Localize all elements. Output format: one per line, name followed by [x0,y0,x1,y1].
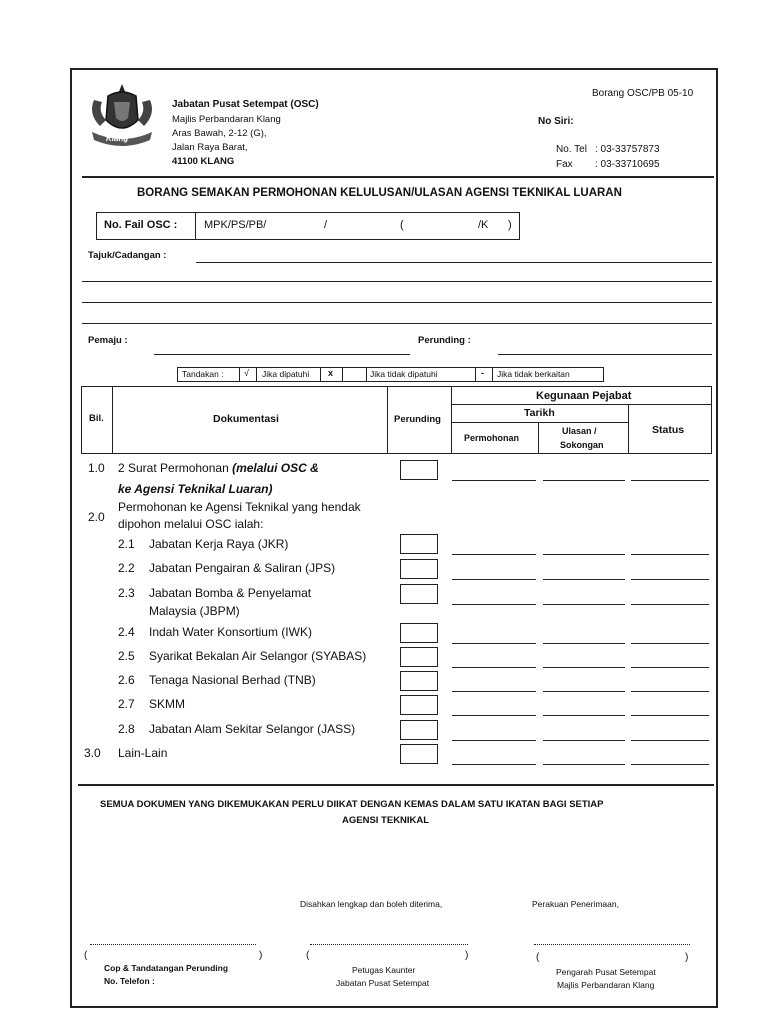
sub-item-number: 2.8 [118,722,135,736]
item-text: Permohonan ke Agensi Teknikal yang hendak [118,500,361,514]
legend-dash-text: Jika tidak berkaitan [497,369,570,379]
sub-item-text: Jabatan Alam Sekitar Selangor (JASS) [149,722,356,736]
pemaju-label: Pemaju : [88,335,128,346]
legend-divider [492,367,493,382]
ulasan-date-line[interactable] [543,715,625,716]
col-divider [112,386,113,454]
row-divider [451,404,712,405]
status-line[interactable] [631,480,709,481]
th-tarikh: Tarikh [524,407,555,419]
perunding-checkbox[interactable] [400,623,438,643]
fail-prefix[interactable]: MPK/PS/PB/ [204,219,267,231]
item-text-main: 2 Surat Permohonan [118,461,233,475]
sig3-caption: Pengarah Pusat Setempat [556,967,656,977]
perunding-input-line[interactable] [498,354,712,355]
legend-divider [320,367,321,382]
item-text-italic: ke Agensi Teknikal Luaran) [118,482,273,496]
note-text: AGENSI TEKNIKAL [342,815,430,826]
permohonan-date-line[interactable] [452,554,536,555]
status-line[interactable] [631,667,709,668]
fail-box-divider [195,212,196,240]
paren: ( [306,950,310,961]
legend-divider [366,367,367,382]
perunding-checkbox[interactable] [400,460,438,480]
permohonan-date-line[interactable] [452,579,536,580]
sig2-caption: Petugas Kaunter [352,965,416,975]
sub-item-number: 2.4 [118,625,135,639]
perunding-checkbox[interactable] [400,559,438,579]
signature-line[interactable] [310,944,468,945]
ulasan-date-line[interactable] [543,667,625,668]
perunding-checkbox[interactable] [400,720,438,740]
fail-slash: / [324,219,328,231]
check-icon: √ [244,368,249,378]
cross-icon: x [328,368,334,378]
sig2-caption: Jabatan Pusat Setempat [336,978,430,988]
sig1-caption: No. Telefon : [104,976,155,986]
row-divider [451,422,628,423]
th-ulasan: Ulasan / [562,426,597,436]
perakuan-text: Perakuan Penerimaan, [532,899,619,909]
item-text: Lain-Lain [118,746,168,760]
ulasan-date-line[interactable] [543,579,625,580]
status-line[interactable] [631,643,709,644]
col-divider [451,386,452,454]
perunding-checkbox[interactable] [400,584,438,604]
permohonan-date-line[interactable] [452,691,536,692]
col-divider [538,422,539,454]
form-code: Borang OSC/PB 05-10 [592,88,694,99]
item-text [118,461,319,475]
legend-divider [475,367,476,382]
tajuk-label: Tajuk/Cadangan : [88,250,167,261]
th-bil: Bil. [89,413,104,424]
ulasan-date-line[interactable] [543,604,625,605]
permohonan-date-line[interactable] [452,715,536,716]
crest-logo [84,80,160,152]
tajuk-input-line[interactable] [82,281,712,282]
item-number: 2.0 [88,510,105,524]
sub-item-text: Tenaga Nasional Berhad (TNB) [149,673,316,687]
th-sokongan: Sokongan [560,440,604,450]
no-siri-label: No Siri: [538,116,574,127]
col-divider [628,404,629,454]
permohonan-date-line[interactable] [452,604,536,605]
sig1-caption: Cop & Tandatangan Perunding [104,963,229,973]
signature-line[interactable] [534,944,690,945]
dash-icon: - [481,368,484,378]
sub-item-number: 2.6 [118,673,135,687]
address-line: Jalan Raya Barat, [172,142,248,153]
legend-divider [256,367,257,382]
form-title: BORANG SEMAKAN PERMOHONAN KELULUSAN/ULASAN AGENSI TEKNIKAL LUARAN [137,187,622,199]
perunding-checkbox[interactable] [400,671,438,691]
sub-item-text: Syarikat Bekalan Air Selangor (SYABAS) [149,649,367,663]
ulasan-date-line[interactable] [543,691,625,692]
perunding-checkbox[interactable] [400,744,438,764]
item-text: dipohon melalui OSC ialah: [118,517,264,531]
disahkan-text: Disahkan lengkap dan boleh diterima, [300,899,443,909]
tel-value: : 03-33757873 [595,144,660,155]
logo-banner-text: Klang [106,134,129,143]
fail-close-paren: ) [508,219,512,231]
sig3-caption: Majlis Perbandaran Klang [557,980,655,990]
legend-cross-text: Jika tidak dipatuhi [370,369,438,379]
sub-item-number: 2.3 [118,586,135,600]
perunding-checkbox[interactable] [400,534,438,554]
status-line[interactable] [631,715,709,716]
status-line[interactable] [631,579,709,580]
perunding-checkbox[interactable] [400,647,438,667]
paren: ) [465,950,469,961]
perunding-checkbox[interactable] [400,695,438,715]
sub-item-text: Indah Water Konsortium (IWK) [149,625,312,639]
paren: ( [536,952,540,963]
note-text: SEMUA DOKUMEN YANG DIKEMUKAKAN PERLU DIIKAT DENGAN KEMAS DALAM SATU IKATAN BAGI SETIAP [100,799,604,810]
legend-tandakan: Tandakan : [182,369,224,379]
address-line: 41100 KLANG [172,156,235,167]
th-perunding: Perunding [394,414,441,425]
item-number: 3.0 [84,746,101,760]
ulasan-date-line[interactable] [543,554,625,555]
perunding-label: Perunding : [418,335,471,346]
signature-line[interactable] [90,944,256,945]
legend-divider [239,367,240,382]
status-line[interactable] [631,740,709,741]
item-number: 1.0 [88,461,105,475]
fax-label: Fax [556,159,573,170]
sub-item-number: 2.1 [118,537,135,551]
sub-item-number: 2.5 [118,649,135,663]
permohonan-date-line[interactable] [452,667,536,668]
permohonan-date-line[interactable] [452,480,536,481]
header-divider [82,176,714,178]
ulasan-date-line[interactable] [543,764,625,765]
paren: ) [259,950,263,961]
status-line[interactable] [631,554,709,555]
sub-item-text: Jabatan Kerja Raya (JKR) [149,537,289,551]
fax-value: : 03-33710695 [595,159,660,170]
legend-tick-text: Jika dipatuhi [262,369,310,379]
fail-label: No. Fail OSC : [104,219,178,231]
permohonan-date-line[interactable] [452,740,536,741]
ulasan-date-line[interactable] [543,643,625,644]
section-divider [78,784,714,786]
sub-item-text: Malaysia (JBPM) [149,604,240,618]
address-line: Aras Bawah, 2-12 (G), [172,128,267,139]
org-name: Jabatan Pusat Setempat (OSC) [172,99,319,110]
status-line[interactable] [631,764,709,765]
tajuk-input-line[interactable] [82,323,712,324]
address-line: Majlis Perbandaran Klang [172,114,281,125]
paren: ( [84,950,88,961]
status-line[interactable] [631,691,709,692]
pemaju-input-line[interactable] [154,354,410,355]
th-status: Status [652,424,685,436]
sub-item-text: SKMM [149,697,185,711]
col-divider [387,386,388,454]
th-dokumentasi: Dokumentasi [213,413,279,425]
fail-open-paren: ( [400,219,404,231]
paren: ) [685,952,689,963]
sub-item-number: 2.7 [118,697,135,711]
tajuk-input-line[interactable] [196,262,712,263]
sub-item-text: Jabatan Pengairan & Saliran (JPS) [149,561,336,575]
th-permohonan: Permohonan [464,433,520,443]
th-kegunaan: Kegunaan Pejabat [536,390,632,402]
tajuk-input-line[interactable] [82,302,712,303]
legend-divider [342,367,343,382]
sub-item-text: Jabatan Bomba & Penyelamat [149,586,312,600]
permohonan-date-line[interactable] [452,643,536,644]
item-text-italic: (melalui OSC & [232,461,319,475]
ulasan-date-line[interactable] [543,740,625,741]
fail-suffix: /K [478,219,489,231]
ulasan-date-line[interactable] [543,480,625,481]
status-line[interactable] [631,604,709,605]
tel-label: No. Tel [556,144,587,155]
sub-item-number: 2.2 [118,561,135,575]
permohonan-date-line[interactable] [452,764,536,765]
